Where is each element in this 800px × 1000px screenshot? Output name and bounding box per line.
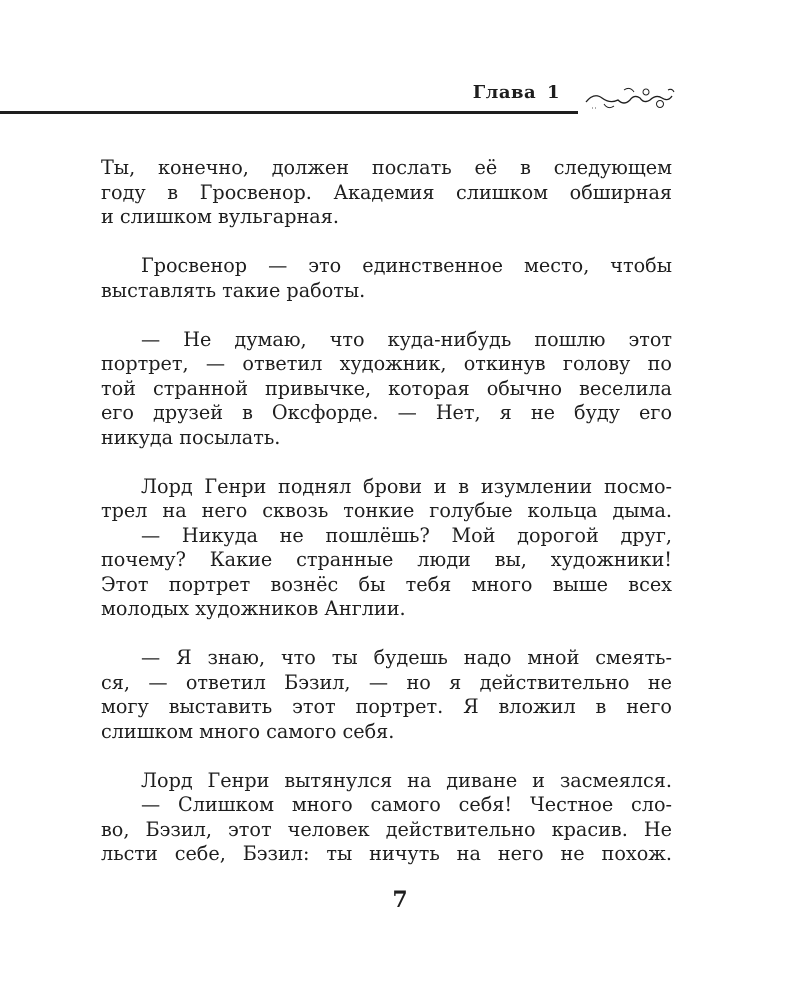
page-number: 7 bbox=[392, 887, 408, 913]
text-line: никуда посылать. bbox=[101, 425, 281, 449]
text-line: Ты, конечно, должен послать её в следующем bbox=[101, 156, 672, 179]
text-line: Лорд Генри вытянулся на диване и засмеялся. bbox=[141, 768, 672, 792]
text-line: почему? Какие странные люди вы, художники! bbox=[101, 548, 672, 571]
text-line: Гросвенор — это единственное место, чтобы bbox=[141, 254, 672, 277]
text-line: молодых художников Англии. bbox=[101, 597, 406, 620]
text-line: — Никуда не пошлёшь? Мой дорогой друг, bbox=[141, 523, 672, 547]
chapter-title: Глава 1 bbox=[472, 82, 560, 103]
text-line: могу выставить этот портрет. Я вложил в него bbox=[101, 695, 672, 718]
text-line: Лорд Генри поднял брови и в изумлении посмо- bbox=[141, 474, 672, 498]
text-line: во, Бэзил, этот человек действительно красив. Не bbox=[101, 817, 672, 841]
text-line: Этот портрет вознёс бы тебя много выше всех bbox=[101, 572, 672, 596]
body-text bbox=[101, 156, 672, 867]
text-line: — Слишком много самого себя! Честное сло- bbox=[141, 793, 672, 816]
text-line: — Я знаю, что ты будешь надо мной смеять- bbox=[141, 646, 672, 669]
header-rule bbox=[0, 111, 578, 114]
text-line: портрет, — ответил художник, откинув голову по bbox=[101, 352, 672, 375]
text-line: году в Гросвенор. Академия слишком обширная bbox=[101, 180, 672, 204]
flourish-ornament-icon bbox=[584, 82, 676, 114]
text-line: его друзей в Оксфорде. — Нет, я не буду его bbox=[101, 401, 672, 424]
text-line: той странной привычке, которая обычно веселила bbox=[101, 376, 672, 400]
text-line: трел на него сквозь тонкие голубые кольца дыма. bbox=[101, 499, 672, 522]
text-line: ся, — ответил Бэзил, — но я действительно не bbox=[101, 670, 672, 694]
text-line: слишком много самого себя. bbox=[101, 719, 395, 743]
text-line: льсти себе, Бэзил: ты ничуть на него не похож. bbox=[101, 842, 672, 865]
text-line: — Не думаю, что куда-нибудь пошлю этот bbox=[141, 327, 672, 351]
text-line: и слишком вульгарная. bbox=[101, 205, 339, 228]
text-line: выставлять такие работы. bbox=[101, 278, 366, 302]
